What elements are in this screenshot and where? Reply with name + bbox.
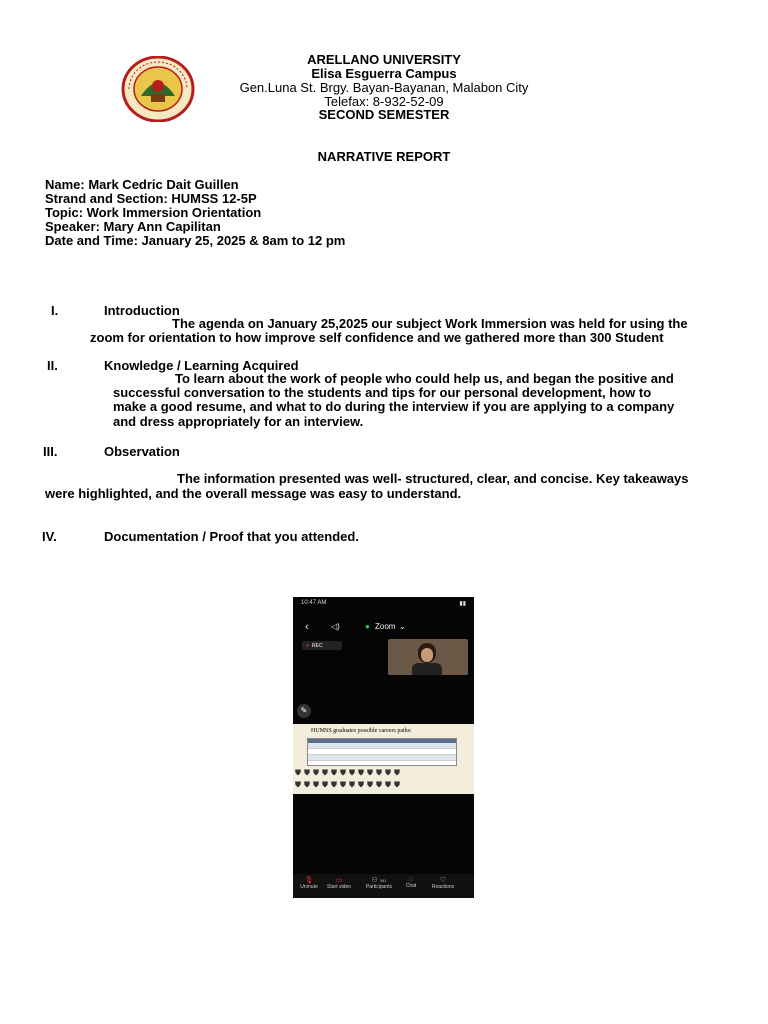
zoom-toolbar	[293, 617, 474, 635]
report-title: NARRATIVE REPORT	[317, 149, 451, 164]
topic: Topic: Work Immersion Orientation	[45, 205, 262, 220]
student-info	[45, 178, 345, 248]
chevron-down-icon[interactable]: ⌄	[399, 622, 406, 631]
chat-icon: ◌	[408, 876, 414, 883]
paragraph-line: and dress appropriately for an interview.	[113, 414, 364, 429]
paragraph-line: The agenda on January 25,2025 our subject Work Immersion was held for using the	[172, 316, 688, 331]
badge-icons: ⛊⛊⛊⛊⛊⛊⛊⛊⛊⛊⛊⛊	[295, 780, 403, 789]
section-title: Introduction	[104, 303, 180, 318]
heart-icon: ♡	[439, 877, 447, 884]
university-name: ARELLANO UNIVERSITY	[307, 52, 461, 67]
slide-title: HUMSS graduates possible careers paths:	[311, 728, 412, 734]
paragraph-line: To learn about the work of people who could help us, and began the positive and	[175, 371, 674, 386]
date-time: Date and Time: January 25, 2025 & 8am to 12 pm	[45, 233, 346, 248]
pencil-icon[interactable]: ✎	[297, 704, 311, 718]
status-bar	[293, 597, 474, 609]
rec-label: REC	[312, 643, 323, 649]
app-label: Zoom	[375, 622, 396, 631]
strand-section: Strand and Section: HUMSS 12-5P	[45, 191, 257, 206]
section-number: I.	[51, 303, 59, 318]
badge-icons: ⛊⛊⛊⛊⛊⛊⛊⛊⛊⛊⛊⛊	[295, 768, 403, 777]
battery-icon: ▮▮	[459, 601, 466, 607]
section-title: Knowledge / Learning Acquired	[104, 358, 299, 373]
section-title: Documentation / Proof that you attended.	[104, 529, 359, 544]
section-number: II.	[47, 358, 58, 373]
student-name: Name: Mark Cedric Dait Guillen	[45, 177, 239, 192]
zoom-bottom-bar	[293, 874, 474, 898]
reactions-button[interactable]: ♡ Reactions	[429, 876, 457, 890]
back-icon[interactable]: ‹	[305, 621, 309, 633]
paragraph-line: successful conversation to the students and tips for our personal development, how to	[113, 385, 652, 400]
semester: SECOND SEMESTER	[318, 107, 450, 122]
start-video-button[interactable]: ▭ Start video	[325, 876, 353, 890]
shield-icon: ●	[365, 622, 370, 631]
paragraph-line: make a good resume, and what to do during the interview if you are applying to a company	[113, 399, 675, 414]
section-number: IV.	[42, 529, 57, 544]
video-thumbnail	[388, 639, 468, 675]
camera-off-icon: ▭	[335, 877, 343, 884]
participants-icon: ⚇ 341	[371, 877, 387, 884]
campus-name: Elisa Esguerra Campus	[311, 66, 457, 81]
unmute-button[interactable]: 🎙 Unmute	[295, 876, 323, 890]
paragraph-line: were highlighted, and the overall message was easy to understand.	[45, 486, 462, 501]
section-title: Observation	[104, 444, 180, 459]
paragraph-line: zoom for orientation to how improve self confidence and we gathered more than 300 Student	[90, 330, 664, 345]
telefax: Telefax: 8-932-52-09	[324, 94, 444, 109]
speaker-icon[interactable]: ◁)	[331, 622, 340, 631]
speaker: Speaker: Mary Ann Capilitan	[45, 219, 221, 234]
rec-badge: ● REC	[302, 641, 342, 650]
participants-button[interactable]: ⚇ 341 Participants	[365, 877, 393, 890]
chat-button[interactable]: ◌ Chat	[397, 876, 425, 889]
section-number: III.	[43, 444, 58, 459]
status-time: 10:47 AM	[301, 600, 327, 606]
campus-address: Gen.Luna St. Brgy. Bayan-Bayanan, Malabon City	[239, 80, 529, 95]
slide-table	[307, 738, 457, 766]
shared-slide	[293, 724, 474, 794]
mic-off-icon: 🎙	[304, 877, 314, 884]
zoom-screenshot	[293, 597, 474, 898]
paragraph-line: The information presented was well- structured, clear, and concise. Key takeaways	[177, 471, 689, 486]
